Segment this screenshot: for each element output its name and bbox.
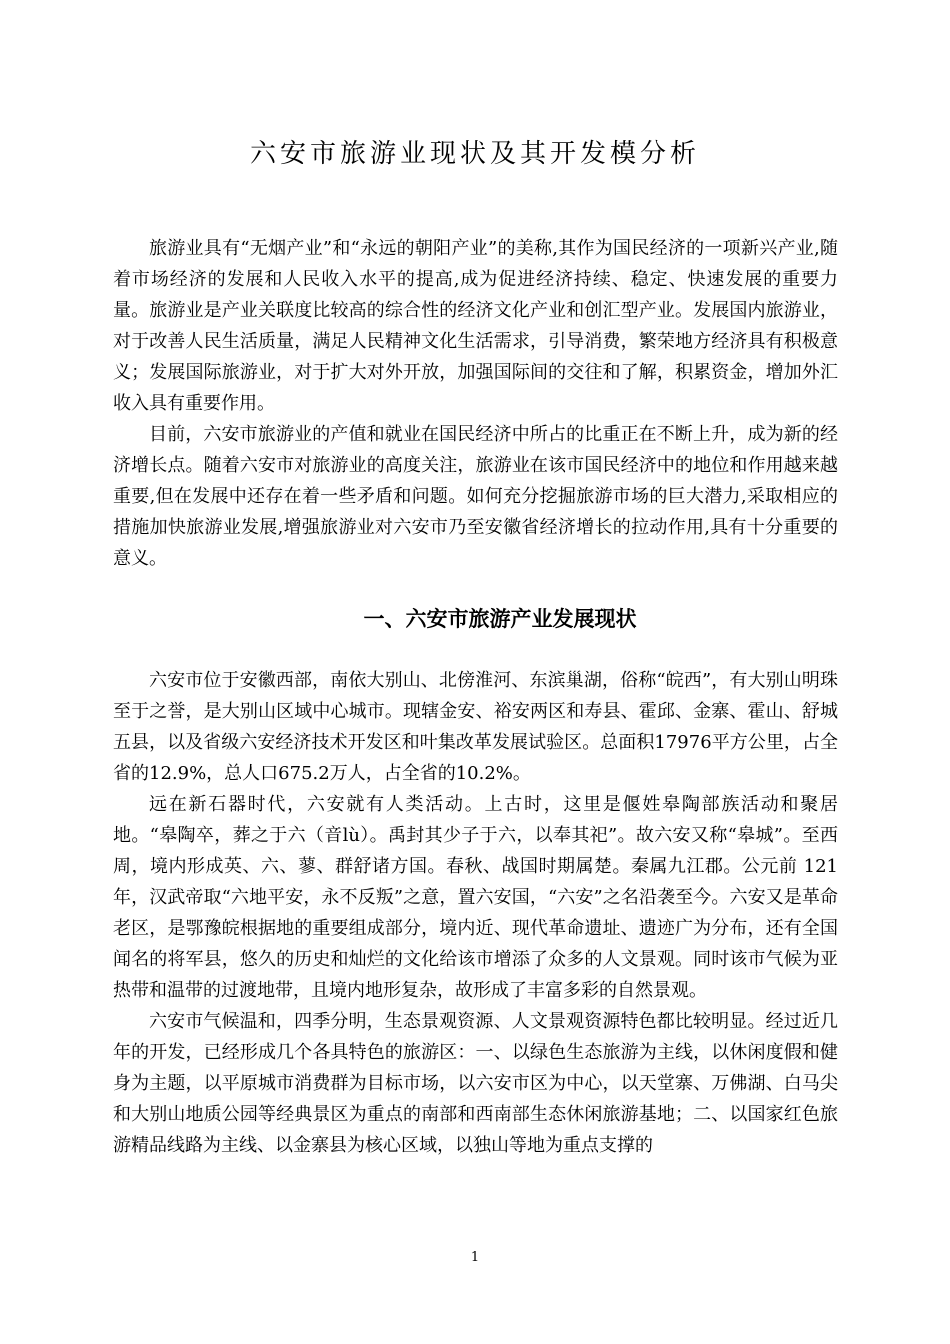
intro-paragraph-1: 旅游业具有“无烟产业”和“永远的朝阳产业”的美称,其作为国民经济的一项新兴产业,随着市场经济的发展和人民收入水平的提高,成为促进经济持续、稳定、快速发展的重要力量。旅游业是产业关联度比较高的综合性的经济文化产业和创汇型产业。发展国内旅游业，对于改善人民生活质量，满足人民精神文化生活需求，引导消费，繁荣地方经济具有积极意义；发展国际旅游业，对于扩大对外开放，加强国际间的交往和了解，积累资金，增加外汇收入具有重要作用。 xyxy=(113,238,838,414)
document-title: 六安市旅游业现状及其开发模分析 xyxy=(249,139,700,169)
intro-paragraph-2: 目前，六安市旅游业的产值和就业在国民经济中所占的比重正在不断上升，成为新的经济增长点。随着六安市对旅游业的高度关注，旅游业在该市国民经济中的地位和作用越来越重要,但在发展中还存在着一些矛盾和问题。如何充分挖掘旅游市场的巨大潜力,采取相应的措施加快旅游业发展,增强旅游业对六安市乃至安徽省经济增长的拉动作用,具有十分重要的意义。 xyxy=(113,424,838,569)
page-number: 1 xyxy=(470,1250,480,1265)
section-paragraph-2: 远在新石器时代，六安就有人类活动。上古时，这里是偃姓皋陶部族活动和聚居地。“皋陶卒，葬之于六（音lù）。禹封其少子于六，以奉其祀”。故六安又称“皋城”。至西周，境内形成英、六、蓼、群舒诸方国。春秋、战国时期属楚。秦属九江郡。公元前 121年，汉武帝取“六地平安，永不反叛”之意，置六安国，“六安”之名沿袭至今。六安又是革命老区，是鄂豫皖根据地的重要组成部分，境内近、现代革命遗址、遗迹广为分布，还有全国闻名的将军县，悠久的历史和灿烂的文化给该市增添了众多的人文景观。同时该市气候为亚热带和温带的过渡地带，且境内地形复杂，故形成了丰富多彩的自然景观。 xyxy=(113,794,838,1001)
section-paragraph-3: 六安市气候温和，四季分明，生态景观资源、人文景观资源特色都比较明显。经过近几年的开发，已经形成几个各具特色的旅游区：一、以绿色生态旅游为主线，以休闲度假和健身为主题，以平原城市消费群为目标市场，以六安市区为中心，以天堂寨、万佛湖、白马尖和大别山地质公园等经典景区为重点的南部和西南部生态休闲旅游基地；二、以国家红色旅游精品线路为主线、以金寨县为核心区域，以独山等地为重点支撑的 xyxy=(113,1011,838,1156)
intro-section xyxy=(113,233,838,574)
section-heading: 一、六安市旅游产业发展现状 xyxy=(363,607,637,631)
section-paragraph-1: 六安市位于安徽西部，南依大别山、北傍淮河、东滨巢湖，俗称“皖西”，有大别山明珠至于之誉，是大别山区域中心城市。现辖金安、裕安两区和寿县、霍邱、金寨、霍山、舒城五县，以及省级六安经济技术开发区和叶集改革发展试验区。总面积17976平方公里，占全省的12.9%，总人口675.2万人，占全省的10.2%。 xyxy=(113,670,838,784)
section-body xyxy=(113,665,838,1161)
